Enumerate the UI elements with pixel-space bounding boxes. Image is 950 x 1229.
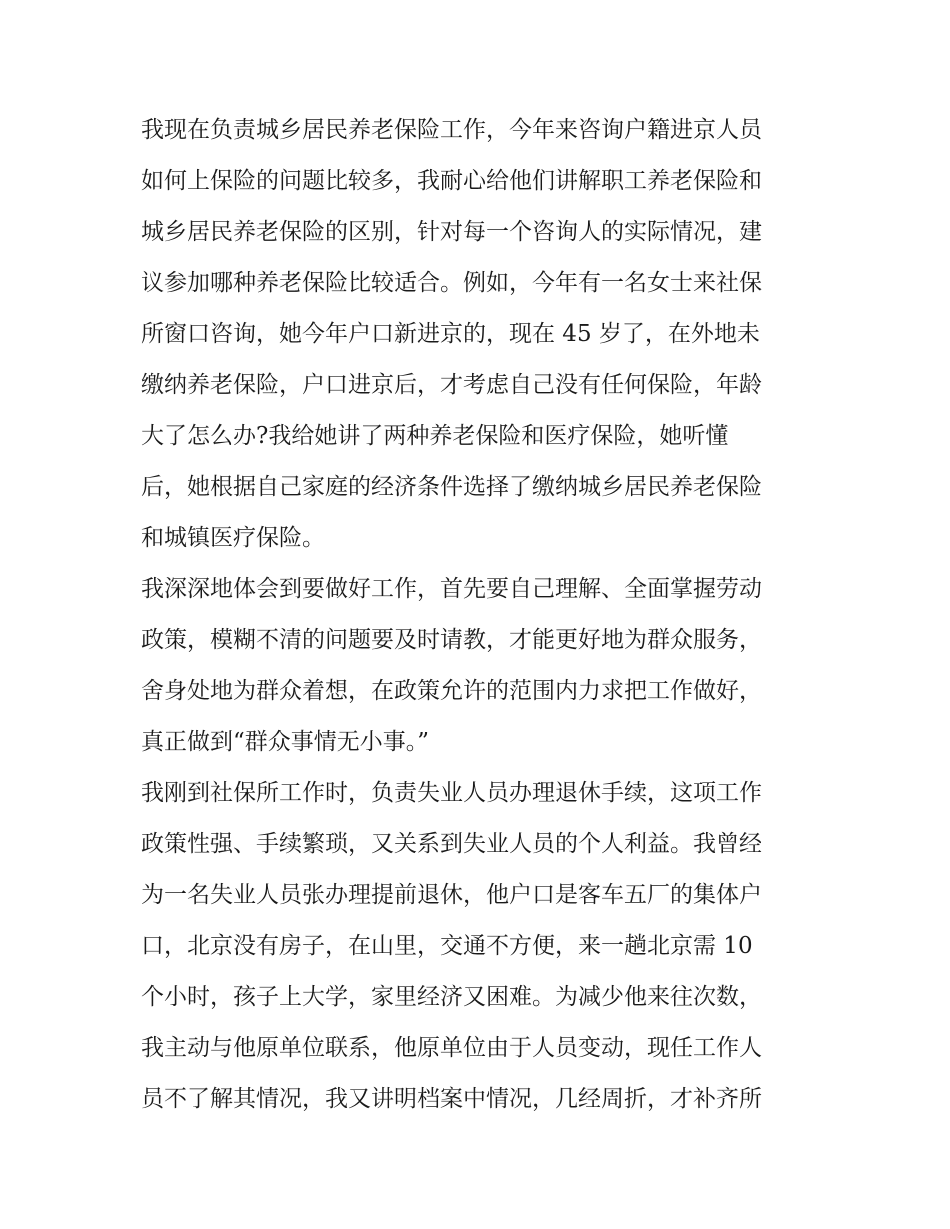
text-line: 我主动与他原单位联系，他原单位由于人员变动，现任工作人 (141, 1035, 762, 1061)
paragraph-2 (141, 564, 821, 768)
text-line: 如何上保险的问题比较多，我耐心给他们讲解职工养老保险和 (141, 168, 762, 194)
paragraph-1 (141, 105, 821, 564)
text-line: 缴纳养老保险，户口进京后，才考虑自己没有任何保险，年龄 (141, 372, 762, 398)
text-line: 和城镇医疗保险。 (141, 525, 325, 551)
text-line: 个小时，孩子上大学，家里经济又困难。为减少他来往次数， (141, 984, 762, 1010)
text-line: 舍身处地为群众着想，在政策允许的范围内力求把工作做好， (141, 678, 762, 704)
text-line: 我现在负责城乡居民养老保险工作，今年来咨询户籍进京人员 (141, 117, 762, 143)
text-line: 为一名失业人员张办理提前退休，他户口是客车五厂的集体户 (141, 882, 762, 908)
text-line: 大了怎么办?我给她讲了两种养老保险和医疗保险，她听懂 (141, 423, 729, 449)
text-line: 后，她根据自己家庭的经济条件选择了缴纳城乡居民养老保险 (141, 474, 762, 500)
paragraph-3 (141, 768, 821, 1125)
text-line: 口，北京没有房子，在山里，交通不方便，来一趟北京需 10 (141, 933, 753, 959)
text-line: 城乡居民养老保险的区别，针对每一个咨询人的实际情况，建 (141, 219, 762, 245)
text-line: 所窗口咨询，她今年户口新进京的，现在 45 岁了，在外地未 (141, 321, 760, 347)
text-line: 员不了解其情况，我又讲明档案中情况，几经周折，才补齐所 (141, 1086, 762, 1112)
text-line: 政策性强、手续繁琐，又关系到失业人员的个人利益。我曾经 (141, 831, 762, 857)
text-line: 政策，模糊不清的问题要及时请教，才能更好地为群众服务， (141, 627, 762, 653)
text-line: 我刚到社保所工作时，负责失业人员办理退休手续，这项工作 (141, 780, 762, 806)
text-line: 议参加哪种养老保险比较适合。例如，今年有一名女士来社保 (141, 270, 762, 296)
text-line: 真正做到“群众事情无小事。” (141, 729, 430, 755)
text-line: 我深深地体会到要做好工作，首先要自己理解、全面掌握劳动 (141, 576, 762, 602)
document-body (141, 105, 821, 1125)
